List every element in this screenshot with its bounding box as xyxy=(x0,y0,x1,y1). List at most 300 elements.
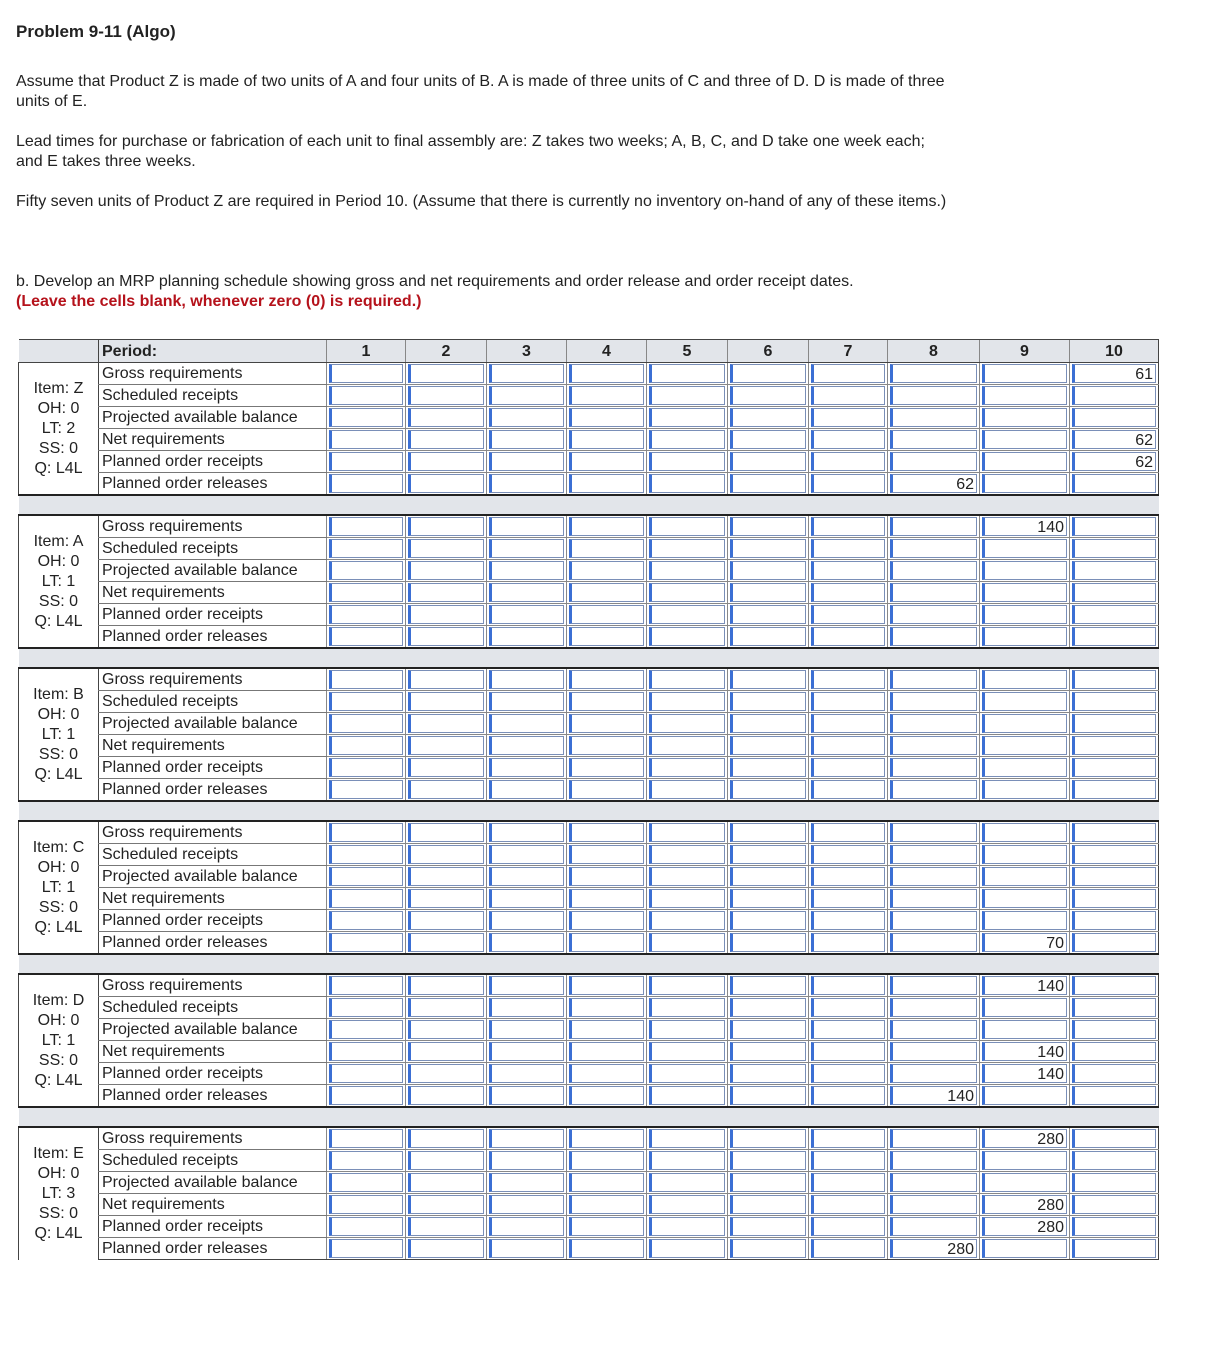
schedule-input[interactable] xyxy=(649,976,725,995)
schedule-input[interactable] xyxy=(982,998,1067,1017)
schedule-input[interactable] xyxy=(890,780,977,799)
schedule-input[interactable] xyxy=(730,474,806,493)
schedule-input[interactable] xyxy=(329,1195,403,1214)
schedule-input[interactable] xyxy=(890,605,977,624)
schedule-input[interactable] xyxy=(730,1086,806,1105)
schedule-input[interactable] xyxy=(489,1239,564,1258)
schedule-input[interactable] xyxy=(408,605,484,624)
schedule-input[interactable] xyxy=(649,517,725,536)
schedule-input[interactable] xyxy=(982,1173,1067,1192)
schedule-input[interactable] xyxy=(408,1195,484,1214)
schedule-input[interactable] xyxy=(569,845,644,864)
schedule-input[interactable] xyxy=(408,670,484,689)
schedule-input[interactable] xyxy=(982,736,1067,755)
schedule-input[interactable] xyxy=(329,1020,403,1039)
schedule-input[interactable] xyxy=(811,539,885,558)
schedule-input[interactable] xyxy=(890,517,977,536)
schedule-input[interactable] xyxy=(408,474,484,493)
schedule-input[interactable] xyxy=(649,1042,725,1061)
schedule-input[interactable] xyxy=(489,452,564,471)
schedule-input[interactable] xyxy=(811,780,885,799)
schedule-input[interactable] xyxy=(890,933,977,952)
schedule-input[interactable] xyxy=(811,670,885,689)
schedule-input[interactable] xyxy=(730,889,806,908)
schedule-input[interactable] xyxy=(890,692,977,711)
schedule-input[interactable] xyxy=(408,1129,484,1148)
schedule-input[interactable] xyxy=(730,1129,806,1148)
schedule-input[interactable] xyxy=(649,1239,725,1258)
schedule-input[interactable] xyxy=(489,1173,564,1192)
schedule-input[interactable] xyxy=(569,386,644,405)
schedule-input[interactable] xyxy=(1072,911,1156,930)
schedule-input[interactable] xyxy=(1072,627,1156,646)
schedule-input[interactable] xyxy=(569,1129,644,1148)
schedule-input[interactable] xyxy=(811,452,885,471)
schedule-input[interactable] xyxy=(1072,736,1156,755)
schedule-input[interactable] xyxy=(649,386,725,405)
schedule-input[interactable] xyxy=(890,736,977,755)
schedule-input[interactable] xyxy=(569,474,644,493)
schedule-input[interactable] xyxy=(811,911,885,930)
schedule-input[interactable] xyxy=(649,1217,725,1236)
schedule-input[interactable] xyxy=(649,1173,725,1192)
schedule-input[interactable] xyxy=(890,1173,977,1192)
schedule-input[interactable] xyxy=(569,1042,644,1061)
schedule-input[interactable]: 61 xyxy=(1072,364,1156,383)
schedule-input[interactable] xyxy=(982,1020,1067,1039)
schedule-input[interactable] xyxy=(329,1086,403,1105)
schedule-input[interactable] xyxy=(730,823,806,842)
schedule-input[interactable] xyxy=(408,1217,484,1236)
schedule-input[interactable] xyxy=(1072,1020,1156,1039)
schedule-input[interactable] xyxy=(982,670,1067,689)
schedule-input[interactable] xyxy=(408,780,484,799)
schedule-input[interactable] xyxy=(1072,889,1156,908)
schedule-input[interactable] xyxy=(569,976,644,995)
schedule-input[interactable] xyxy=(811,583,885,602)
schedule-input[interactable] xyxy=(1072,386,1156,405)
schedule-input[interactable] xyxy=(890,386,977,405)
schedule-input[interactable] xyxy=(329,867,403,886)
schedule-input[interactable] xyxy=(569,998,644,1017)
schedule-input[interactable] xyxy=(329,976,403,995)
schedule-input[interactable] xyxy=(1072,1086,1156,1105)
schedule-input[interactable] xyxy=(730,605,806,624)
schedule-input[interactable] xyxy=(649,583,725,602)
schedule-input[interactable] xyxy=(649,1064,725,1083)
schedule-input[interactable] xyxy=(982,1239,1067,1258)
schedule-input[interactable] xyxy=(489,670,564,689)
schedule-input[interactable] xyxy=(1072,605,1156,624)
schedule-input[interactable] xyxy=(890,1042,977,1061)
schedule-input[interactable] xyxy=(1072,539,1156,558)
schedule-input[interactable] xyxy=(811,1151,885,1170)
schedule-input[interactable] xyxy=(1072,561,1156,580)
schedule-input[interactable] xyxy=(489,1042,564,1061)
schedule-input[interactable] xyxy=(890,627,977,646)
schedule-input[interactable] xyxy=(329,408,403,427)
schedule-input[interactable] xyxy=(329,452,403,471)
schedule-input[interactable] xyxy=(649,539,725,558)
schedule-input[interactable] xyxy=(329,386,403,405)
schedule-input[interactable] xyxy=(408,583,484,602)
schedule-input[interactable] xyxy=(730,1195,806,1214)
schedule-input[interactable] xyxy=(649,1195,725,1214)
schedule-input[interactable] xyxy=(890,823,977,842)
schedule-input[interactable] xyxy=(489,1064,564,1083)
schedule-input[interactable] xyxy=(1072,1151,1156,1170)
schedule-input[interactable] xyxy=(408,430,484,449)
schedule-input[interactable] xyxy=(890,889,977,908)
schedule-input[interactable] xyxy=(329,1151,403,1170)
schedule-input[interactable] xyxy=(982,364,1067,383)
schedule-input[interactable] xyxy=(1072,867,1156,886)
schedule-input[interactable] xyxy=(329,780,403,799)
schedule-input[interactable] xyxy=(730,430,806,449)
schedule-input[interactable] xyxy=(730,627,806,646)
schedule-input[interactable] xyxy=(1072,1042,1156,1061)
schedule-input[interactable] xyxy=(649,561,725,580)
schedule-input[interactable] xyxy=(649,998,725,1017)
schedule-input[interactable]: 280 xyxy=(982,1195,1067,1214)
schedule-input[interactable] xyxy=(329,1217,403,1236)
schedule-input[interactable] xyxy=(811,386,885,405)
schedule-input[interactable]: 140 xyxy=(890,1086,977,1105)
schedule-input[interactable] xyxy=(649,1020,725,1039)
schedule-input[interactable] xyxy=(890,976,977,995)
schedule-input[interactable] xyxy=(1072,474,1156,493)
schedule-input[interactable] xyxy=(649,911,725,930)
schedule-input[interactable] xyxy=(982,1086,1067,1105)
schedule-input[interactable] xyxy=(569,1195,644,1214)
schedule-input[interactable] xyxy=(982,845,1067,864)
schedule-input[interactable] xyxy=(408,845,484,864)
schedule-input[interactable] xyxy=(982,561,1067,580)
schedule-input[interactable] xyxy=(811,998,885,1017)
schedule-input[interactable]: 140 xyxy=(982,1042,1067,1061)
schedule-input[interactable] xyxy=(489,1086,564,1105)
schedule-input[interactable] xyxy=(408,998,484,1017)
schedule-input[interactable] xyxy=(329,605,403,624)
schedule-input[interactable] xyxy=(811,408,885,427)
schedule-input[interactable]: 280 xyxy=(890,1239,977,1258)
schedule-input[interactable] xyxy=(1072,1239,1156,1258)
schedule-input[interactable] xyxy=(649,1086,725,1105)
schedule-input[interactable]: 280 xyxy=(982,1217,1067,1236)
schedule-input[interactable] xyxy=(489,561,564,580)
schedule-input[interactable] xyxy=(489,583,564,602)
schedule-input[interactable] xyxy=(649,823,725,842)
schedule-input[interactable] xyxy=(890,452,977,471)
schedule-input[interactable] xyxy=(489,998,564,1017)
schedule-input[interactable] xyxy=(329,845,403,864)
schedule-input[interactable] xyxy=(489,889,564,908)
schedule-input[interactable]: 62 xyxy=(890,474,977,493)
schedule-input[interactable] xyxy=(890,408,977,427)
schedule-input[interactable] xyxy=(811,823,885,842)
schedule-input[interactable] xyxy=(982,386,1067,405)
schedule-input[interactable] xyxy=(329,758,403,777)
schedule-input[interactable] xyxy=(890,911,977,930)
schedule-input[interactable] xyxy=(890,1151,977,1170)
schedule-input[interactable] xyxy=(489,1020,564,1039)
schedule-input[interactable] xyxy=(811,1239,885,1258)
schedule-input[interactable] xyxy=(329,1129,403,1148)
schedule-input[interactable] xyxy=(569,1239,644,1258)
schedule-input[interactable] xyxy=(329,583,403,602)
schedule-input[interactable] xyxy=(1072,1129,1156,1148)
schedule-input[interactable] xyxy=(730,452,806,471)
schedule-input[interactable] xyxy=(408,517,484,536)
schedule-input[interactable] xyxy=(569,758,644,777)
schedule-input[interactable] xyxy=(408,561,484,580)
schedule-input[interactable] xyxy=(649,364,725,383)
schedule-input[interactable] xyxy=(811,561,885,580)
schedule-input[interactable] xyxy=(408,408,484,427)
schedule-input[interactable] xyxy=(489,714,564,733)
schedule-input[interactable] xyxy=(1072,714,1156,733)
schedule-input[interactable] xyxy=(649,933,725,952)
schedule-input[interactable] xyxy=(811,758,885,777)
schedule-input[interactable] xyxy=(489,933,564,952)
schedule-input[interactable] xyxy=(982,780,1067,799)
schedule-input[interactable] xyxy=(408,452,484,471)
schedule-input[interactable] xyxy=(811,845,885,864)
schedule-input[interactable] xyxy=(649,845,725,864)
schedule-input[interactable] xyxy=(649,430,725,449)
schedule-input[interactable] xyxy=(329,539,403,558)
schedule-input[interactable] xyxy=(811,976,885,995)
schedule-input[interactable] xyxy=(730,976,806,995)
schedule-input[interactable] xyxy=(890,1020,977,1039)
schedule-input[interactable] xyxy=(408,1042,484,1061)
schedule-input[interactable] xyxy=(811,1217,885,1236)
schedule-input[interactable] xyxy=(408,1086,484,1105)
schedule-input[interactable] xyxy=(982,867,1067,886)
schedule-input[interactable] xyxy=(329,561,403,580)
schedule-input[interactable] xyxy=(649,1129,725,1148)
schedule-input[interactable] xyxy=(408,911,484,930)
schedule-input[interactable] xyxy=(1072,823,1156,842)
schedule-input[interactable] xyxy=(811,1173,885,1192)
schedule-input[interactable] xyxy=(982,605,1067,624)
schedule-input[interactable] xyxy=(1072,670,1156,689)
schedule-input[interactable] xyxy=(649,670,725,689)
schedule-input[interactable] xyxy=(1072,692,1156,711)
schedule-input[interactable] xyxy=(569,1151,644,1170)
schedule-input[interactable] xyxy=(982,539,1067,558)
schedule-input[interactable] xyxy=(730,998,806,1017)
schedule-input[interactable] xyxy=(649,692,725,711)
schedule-input[interactable] xyxy=(811,1086,885,1105)
schedule-input[interactable] xyxy=(569,1086,644,1105)
schedule-input[interactable] xyxy=(890,364,977,383)
schedule-input[interactable] xyxy=(569,561,644,580)
schedule-input[interactable] xyxy=(982,452,1067,471)
schedule-input[interactable] xyxy=(730,1239,806,1258)
schedule-input[interactable] xyxy=(489,408,564,427)
schedule-input[interactable] xyxy=(811,1129,885,1148)
schedule-input[interactable]: 62 xyxy=(1072,430,1156,449)
schedule-input[interactable] xyxy=(730,1217,806,1236)
schedule-input[interactable] xyxy=(569,736,644,755)
schedule-input[interactable] xyxy=(1072,1217,1156,1236)
schedule-input[interactable] xyxy=(408,539,484,558)
schedule-input[interactable] xyxy=(890,845,977,864)
schedule-input[interactable] xyxy=(890,539,977,558)
schedule-input[interactable] xyxy=(730,1042,806,1061)
schedule-input[interactable] xyxy=(569,430,644,449)
schedule-input[interactable] xyxy=(329,714,403,733)
schedule-input[interactable] xyxy=(569,780,644,799)
schedule-input[interactable] xyxy=(408,889,484,908)
schedule-input[interactable] xyxy=(329,1064,403,1083)
schedule-input[interactable] xyxy=(730,867,806,886)
schedule-input[interactable] xyxy=(329,736,403,755)
schedule-input[interactable] xyxy=(811,692,885,711)
schedule-input[interactable] xyxy=(329,364,403,383)
schedule-input[interactable] xyxy=(730,539,806,558)
schedule-input[interactable] xyxy=(730,408,806,427)
schedule-input[interactable] xyxy=(408,364,484,383)
schedule-input[interactable] xyxy=(408,823,484,842)
schedule-input[interactable] xyxy=(730,1020,806,1039)
schedule-input[interactable] xyxy=(890,1064,977,1083)
schedule-input[interactable] xyxy=(329,823,403,842)
schedule-input[interactable] xyxy=(982,474,1067,493)
schedule-input[interactable] xyxy=(569,408,644,427)
schedule-input[interactable] xyxy=(489,627,564,646)
schedule-input[interactable] xyxy=(408,867,484,886)
schedule-input[interactable] xyxy=(811,430,885,449)
schedule-input[interactable] xyxy=(982,1151,1067,1170)
schedule-input[interactable] xyxy=(890,430,977,449)
schedule-input[interactable] xyxy=(982,627,1067,646)
schedule-input[interactable] xyxy=(408,386,484,405)
schedule-input[interactable] xyxy=(890,758,977,777)
schedule-input[interactable] xyxy=(811,605,885,624)
schedule-input[interactable] xyxy=(408,1151,484,1170)
schedule-input[interactable] xyxy=(329,692,403,711)
schedule-input[interactable] xyxy=(1072,1173,1156,1192)
schedule-input[interactable] xyxy=(730,670,806,689)
schedule-input[interactable] xyxy=(890,1129,977,1148)
schedule-input[interactable] xyxy=(329,670,403,689)
schedule-input[interactable] xyxy=(890,998,977,1017)
schedule-input[interactable] xyxy=(489,823,564,842)
schedule-input[interactable] xyxy=(649,1151,725,1170)
schedule-input[interactable] xyxy=(730,758,806,777)
schedule-input[interactable] xyxy=(982,408,1067,427)
schedule-input[interactable] xyxy=(489,1217,564,1236)
schedule-input[interactable] xyxy=(489,1129,564,1148)
schedule-input[interactable] xyxy=(649,627,725,646)
schedule-input[interactable] xyxy=(329,1173,403,1192)
schedule-input[interactable] xyxy=(730,583,806,602)
schedule-input[interactable] xyxy=(811,474,885,493)
schedule-input[interactable] xyxy=(329,998,403,1017)
schedule-input[interactable] xyxy=(982,714,1067,733)
schedule-input[interactable] xyxy=(569,911,644,930)
schedule-input[interactable] xyxy=(730,780,806,799)
schedule-input[interactable] xyxy=(408,976,484,995)
schedule-input[interactable] xyxy=(489,386,564,405)
schedule-input[interactable] xyxy=(329,517,403,536)
schedule-input[interactable] xyxy=(730,933,806,952)
schedule-input[interactable] xyxy=(730,911,806,930)
schedule-input[interactable] xyxy=(811,933,885,952)
schedule-input[interactable] xyxy=(408,692,484,711)
schedule-input[interactable] xyxy=(649,867,725,886)
schedule-input[interactable] xyxy=(329,911,403,930)
schedule-input[interactable] xyxy=(489,605,564,624)
schedule-input[interactable] xyxy=(730,714,806,733)
schedule-input[interactable] xyxy=(569,364,644,383)
schedule-input[interactable] xyxy=(408,1020,484,1039)
schedule-input[interactable] xyxy=(1072,845,1156,864)
schedule-input[interactable] xyxy=(982,889,1067,908)
schedule-input[interactable] xyxy=(329,1042,403,1061)
schedule-input[interactable] xyxy=(569,823,644,842)
schedule-input[interactable] xyxy=(649,780,725,799)
schedule-input[interactable] xyxy=(489,976,564,995)
schedule-input[interactable] xyxy=(489,430,564,449)
schedule-input[interactable] xyxy=(569,605,644,624)
schedule-input[interactable] xyxy=(1072,780,1156,799)
schedule-input[interactable] xyxy=(569,933,644,952)
schedule-input[interactable] xyxy=(890,583,977,602)
schedule-input[interactable] xyxy=(408,933,484,952)
schedule-input[interactable] xyxy=(890,670,977,689)
schedule-input[interactable] xyxy=(489,517,564,536)
schedule-input[interactable] xyxy=(649,736,725,755)
schedule-input[interactable] xyxy=(730,517,806,536)
schedule-input[interactable] xyxy=(569,1064,644,1083)
schedule-input[interactable] xyxy=(1072,976,1156,995)
schedule-input[interactable]: 140 xyxy=(982,517,1067,536)
schedule-input[interactable] xyxy=(1072,517,1156,536)
schedule-input[interactable] xyxy=(730,692,806,711)
schedule-input[interactable] xyxy=(1072,998,1156,1017)
schedule-input[interactable] xyxy=(1072,1064,1156,1083)
schedule-input[interactable]: 70 xyxy=(982,933,1067,952)
schedule-input[interactable] xyxy=(730,386,806,405)
schedule-input[interactable] xyxy=(649,408,725,427)
schedule-input[interactable] xyxy=(569,452,644,471)
schedule-input[interactable] xyxy=(982,430,1067,449)
schedule-input[interactable] xyxy=(408,714,484,733)
schedule-input[interactable] xyxy=(811,1195,885,1214)
schedule-input[interactable] xyxy=(982,758,1067,777)
schedule-input[interactable] xyxy=(649,605,725,624)
schedule-input[interactable] xyxy=(569,670,644,689)
schedule-input[interactable] xyxy=(329,430,403,449)
schedule-input[interactable] xyxy=(329,474,403,493)
schedule-input[interactable] xyxy=(811,1020,885,1039)
schedule-input[interactable] xyxy=(982,823,1067,842)
schedule-input[interactable] xyxy=(569,1217,644,1236)
schedule-input[interactable] xyxy=(649,474,725,493)
schedule-input[interactable] xyxy=(1072,583,1156,602)
schedule-input[interactable] xyxy=(569,1173,644,1192)
schedule-input[interactable] xyxy=(489,736,564,755)
schedule-input[interactable] xyxy=(489,474,564,493)
schedule-input[interactable] xyxy=(408,627,484,646)
schedule-input[interactable] xyxy=(982,692,1067,711)
schedule-input[interactable] xyxy=(730,845,806,864)
schedule-input[interactable] xyxy=(489,364,564,383)
schedule-input[interactable] xyxy=(890,714,977,733)
